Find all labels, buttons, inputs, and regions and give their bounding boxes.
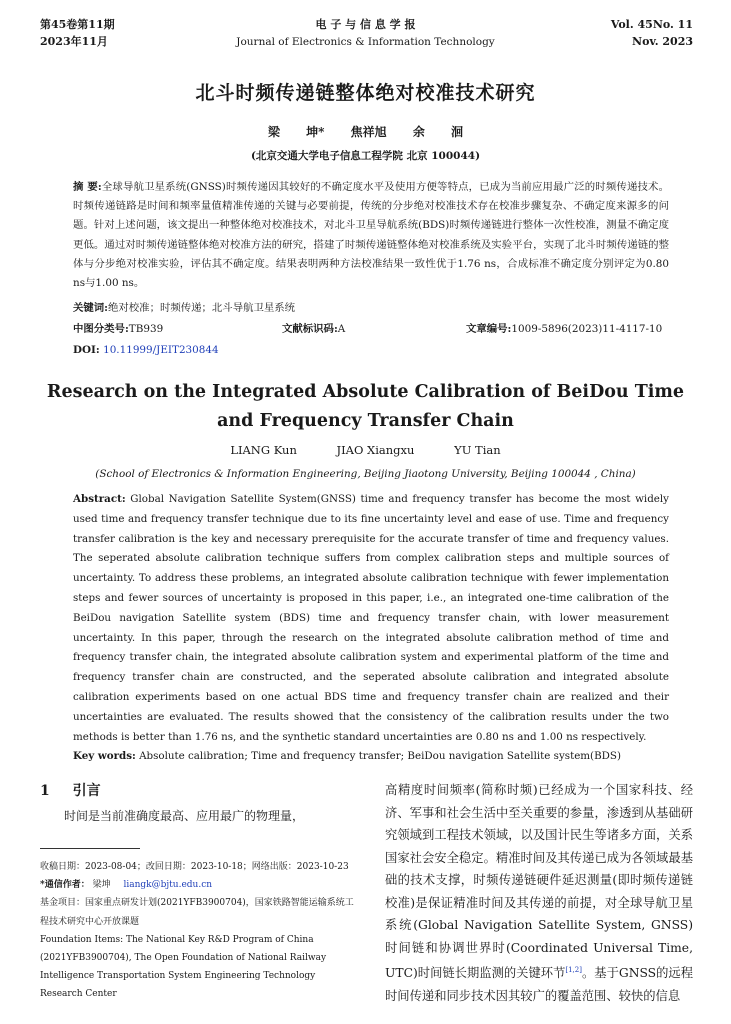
author-en: LIANG Kun <box>230 443 297 457</box>
article-value: 1009-5896(2023)11-4117-10 <box>511 323 663 335</box>
author-cn: 余 洄 <box>412 125 464 139</box>
article-label: 文章编号: <box>466 323 512 335</box>
abstract-en-text: Global Navigation Satellite System(GNSS) time and frequency transfer has become the most widely used time and frequency transfer technique due to its fine uncertainty level and ease of use. Time and frequency transfer calibration is the key and necessary prerequisite for the accurate transfer of time and frequency values. The seperated absolute calibration technique suffers from complex calibration steps and multiple sources of uncertainty. To address these problems, an integrated absolute calibration technique with fewer implementation steps and fewer sources of uncertainty is proposed in this paper, i.e., an integrated one-time calibration of the BeiDou navigation Satellite system (BDS) time and frequency transfer chain, with lower measurement uncertainty. In this paper, through the research on the integrated absolute calibration method of time and frequency transfer chain, the integrated absolute calibration system and experimental platform of the time and frequency transfer chain are constructed, and the seperated absolute calibration and integrated absolute calibration experiments based on one actual BDS time and frequency transfer chain are realized and their uncertainties are evaluated. The results showed that the consistency of the calibration results under the two methods is better than 1.76 ns, and the synthetic standard uncertainties are 0.80 ns and 1.00 ns respectively. <box>73 493 669 743</box>
abstract-cn-text: 全球导航卫星系统(GNSS)时频传递因其较好的不确定度水平及使用方便等特点，已成为当前应用最广泛的时频传递技术。时频传递链路是时间和频率量值精准传递的关键与必要前提，传统的分步绝对校准技术存在校准步骤复杂、不确定度来源多的问题。针对上述问题，该文提出一种整体绝对校准技术，对北斗卫星导航系统(BDS)时频传递链进行整体一次性校准，测量不确定度更低。通过对时频传递链整体绝对校准方法的研究，搭建了时频传递链整体绝对校准系统及实验平台，实现了北斗时频传递链的整体与分步绝对校准实验，评估其不确定度。结果表明两种方法校准结果一致性优于1.76 ns，合成标准不确定度分别评定为0.80 ns与1.00 ns。 <box>73 181 669 290</box>
footnote-divider <box>40 848 140 849</box>
section-title: 引言 <box>72 783 101 799</box>
author-en: JIAO Xiangxu <box>336 443 415 457</box>
clc-number <box>73 321 163 337</box>
body-paragraph-left: 时间是当前准确度最高、应用最广的物理量， <box>64 809 305 823</box>
author-cn: 焦祥旭 <box>350 125 387 139</box>
keywords-cn-text: 绝对校准；时频传递；北斗导航卫星系统 <box>108 302 296 314</box>
affiliation-cn: (北京交通大学电子信息工程学院 北京 100044) <box>250 150 481 162</box>
author-en: YU Tian <box>454 443 501 457</box>
doi-label: DOI: <box>73 344 100 356</box>
article-number <box>466 321 662 337</box>
clc-value: TB939 <box>128 323 164 335</box>
corresponding-label: *通信作者： <box>40 880 90 891</box>
abstract-cn-label: 摘 要: <box>73 181 102 193</box>
corresponding-name: 梁坤 <box>92 880 111 891</box>
volume-en: Vol. 45No. 11 <box>610 18 693 31</box>
body-paragraph-right <box>385 779 693 1007</box>
keywords-cn-label: 关键词: <box>73 302 109 314</box>
paper-title-cn: 北斗时频传递链整体绝对校准技术研究 <box>195 82 536 104</box>
authors-en <box>0 443 731 457</box>
footnotes <box>40 858 358 1004</box>
keywords-en-text: Absolute calibration; Time and frequency transfer; BeiDou navigation Satellite system(BDS) <box>139 750 621 763</box>
issue-volume: 第45卷第11期 <box>40 18 115 31</box>
keywords-en-label: Key words: <box>73 750 136 763</box>
fund-en: Foundation Items: The National Key R&D Program of China (2021YFB3900704), The Open Foundation of National Railway Intelligence Transportation System Engineering Technology Research Center <box>40 934 327 1000</box>
doc-value: A <box>337 323 346 335</box>
doi-link[interactable]: 10.11999/JEIT230844 <box>103 344 219 356</box>
received-dates: 收稿日期：2023-08-04；改回日期：2023-10-18；网络出版：2023-10-23 <box>40 862 349 872</box>
author-cn: 梁 坤* <box>267 125 325 139</box>
paper-title-en: Research on the Integrated Absolute Calibration of BeiDou Time and Frequency Transfer Chain <box>46 382 685 431</box>
body-text: 。基于GNSS的远程时间传递和同步技术因其较广的覆盖范围、较快的信息 <box>385 966 693 1003</box>
document-code <box>282 321 345 337</box>
corresponding-email[interactable]: liangk@bjtu.edu.cn <box>123 880 213 891</box>
keywords-cn <box>73 300 669 316</box>
affiliation-en: (School of Electronics & Information Engineering, Beijing Jiaotong University, Beijing 100044 , China) <box>95 468 636 480</box>
corresponding-author <box>40 876 358 894</box>
citation-ref[interactable]: [1,2] <box>565 966 582 974</box>
date-en: Nov. 2023 <box>632 35 693 48</box>
fund-cn: 基金项目：国家重点研发计划(2021YFB3900704)，国家铁路智能运输系统工程技术研究中心开放课题 <box>40 898 354 927</box>
clc-label: 中图分类号: <box>73 323 129 335</box>
doi <box>73 342 219 358</box>
journal-name-en: Journal of Electronics & Information Technology <box>236 36 495 48</box>
abstract-en <box>73 490 669 767</box>
section-number: 1 <box>40 783 50 799</box>
body-text: 高精度时间频率(简称时频)已经成为一个国家科技、经济、军事和社会生活中至关重要的参量，渗透到从基础研究领域到工程技术领域，以及国计民生等诸多方面，关系国家社会安全稳定。精准时间及其传递已成为各领域最基础的技术支撑，时频传递链硬件延迟测量(即时频传递链校准)是保证精准时间及其传递的前提，对全球导航卫星系统(Global Navigation Satellite System, GNSS)时间链和协调世界时(Coordinated Universal Time, UTC)时间链长期监测的关键环节 <box>385 783 693 981</box>
abstract-cn <box>73 178 669 293</box>
doc-label: 文献标识码: <box>282 323 338 335</box>
section-heading <box>40 780 101 800</box>
journal-name-cn: 电 子 与 信 息 学 报 <box>315 18 416 31</box>
authors-cn <box>0 123 731 140</box>
abstract-en-label: Abstract: <box>73 493 126 505</box>
issue-date: 2023年11月 <box>40 35 108 48</box>
